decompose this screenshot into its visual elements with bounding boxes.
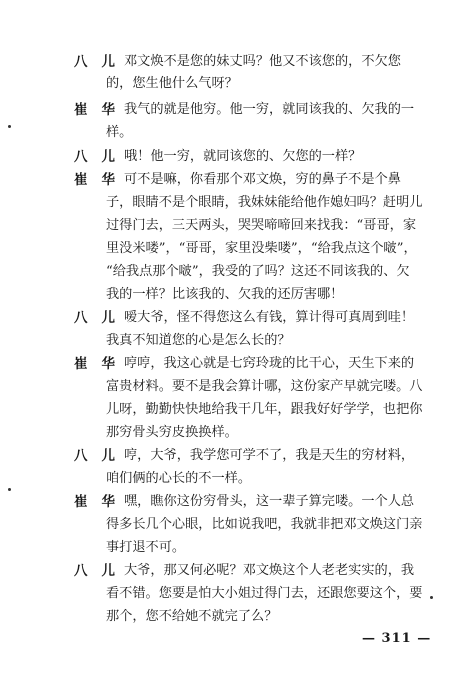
dialogue-line: 嗳大爷，怪不得您这么有钱，算计得可真周到哇！ (124, 310, 415, 325)
dialogue-line: 我的一样？比该我的、欠我的还厉害哪！ (106, 287, 344, 302)
dialogue-line: 儿呀，勤勤快快地给我干几年，跟我好好学学，也把你 (106, 402, 423, 417)
dialogue-line: 子，眼睛不是个眼睛，我妹妹能给他作媳妇吗？赶明儿 (106, 195, 423, 210)
page-number: — 311 — (362, 631, 432, 646)
speaker-name: 八儿 (74, 448, 129, 464)
dialogue-line: 样。 (106, 125, 133, 140)
dialogue-line: 咱们俩的心长的不一样。 (106, 471, 252, 486)
dialogue-line: 事打退不可。 (106, 540, 186, 555)
dialogue-line: 那穷骨头穷皮换换样。 (106, 425, 238, 440)
dialogue-line: 我气的就是他穷。他一穷，就同该我的、欠我的一 (124, 102, 415, 117)
dialogue-line: 邓文焕不是您的妹丈吗？他又不该您的，不欠您 (124, 54, 401, 69)
dialogue-line: 得多长几个心眼，比如说我吧，我就非把邓文焕这门亲 (106, 517, 423, 532)
speaker-name: 八儿 (74, 310, 129, 326)
speaker-name: 八儿 (74, 149, 129, 165)
dialogue-line: 富贵材料。要不是我会算计哪，这份家产早就完喽。八 (106, 379, 423, 394)
scan-speck (8, 125, 11, 128)
dialogue-line: “给我点那个啵”，我受的了吗？这还不同该我的、欠 (106, 264, 410, 279)
dialogue-line: 过得门去，三天两头，哭哭啼啼回来找我：“哥哥，家 (106, 218, 417, 233)
dialogue-line: 哼，大爷，我学您可学不了，我是天生的穷材料， (124, 448, 415, 463)
dialogue-line: 哦！他一穷，就同该您的、欠您的一样？ (124, 149, 362, 164)
speaker-name: 八儿 (74, 563, 129, 579)
speaker-name: 崔华 (74, 356, 129, 372)
scan-speck (430, 596, 433, 599)
speaker-name: 八儿 (74, 54, 129, 70)
dialogue-line: 大爷，那又何必呢？邓文焕这个人老老实实的，我 (124, 563, 415, 578)
dialogue-line: 可不是嘛，你看那个邓文焕，穷的鼻子不是个鼻 (124, 172, 401, 187)
scan-speck (8, 488, 11, 491)
speaker-name: 崔华 (74, 494, 129, 510)
dialogue-line: 我真不知道您的心是怎么长的？ (106, 333, 291, 348)
dialogue-line: 那个，您不给她不就完了么？ (106, 609, 278, 624)
dialogue-line: 哼哼，我这心就是七窍玲珑的比干心，天生下来的 (124, 356, 415, 371)
dialogue-line: 嘿，瞧你这份穷骨头，这一辈子算完喽。一个人总 (124, 494, 415, 509)
speaker-name: 崔华 (74, 172, 129, 188)
speaker-name: 崔华 (74, 102, 129, 118)
dialogue-line: 看不错。您要是怕大小姐过得门去，还跟您要这个，要 (106, 586, 423, 601)
dialogue-line: 里没米喽”，“哥哥，家里没柴喽”，“给我点这个啵”， (106, 241, 417, 256)
dialogue-line: 的，您生他什么气呀？ (106, 76, 238, 91)
